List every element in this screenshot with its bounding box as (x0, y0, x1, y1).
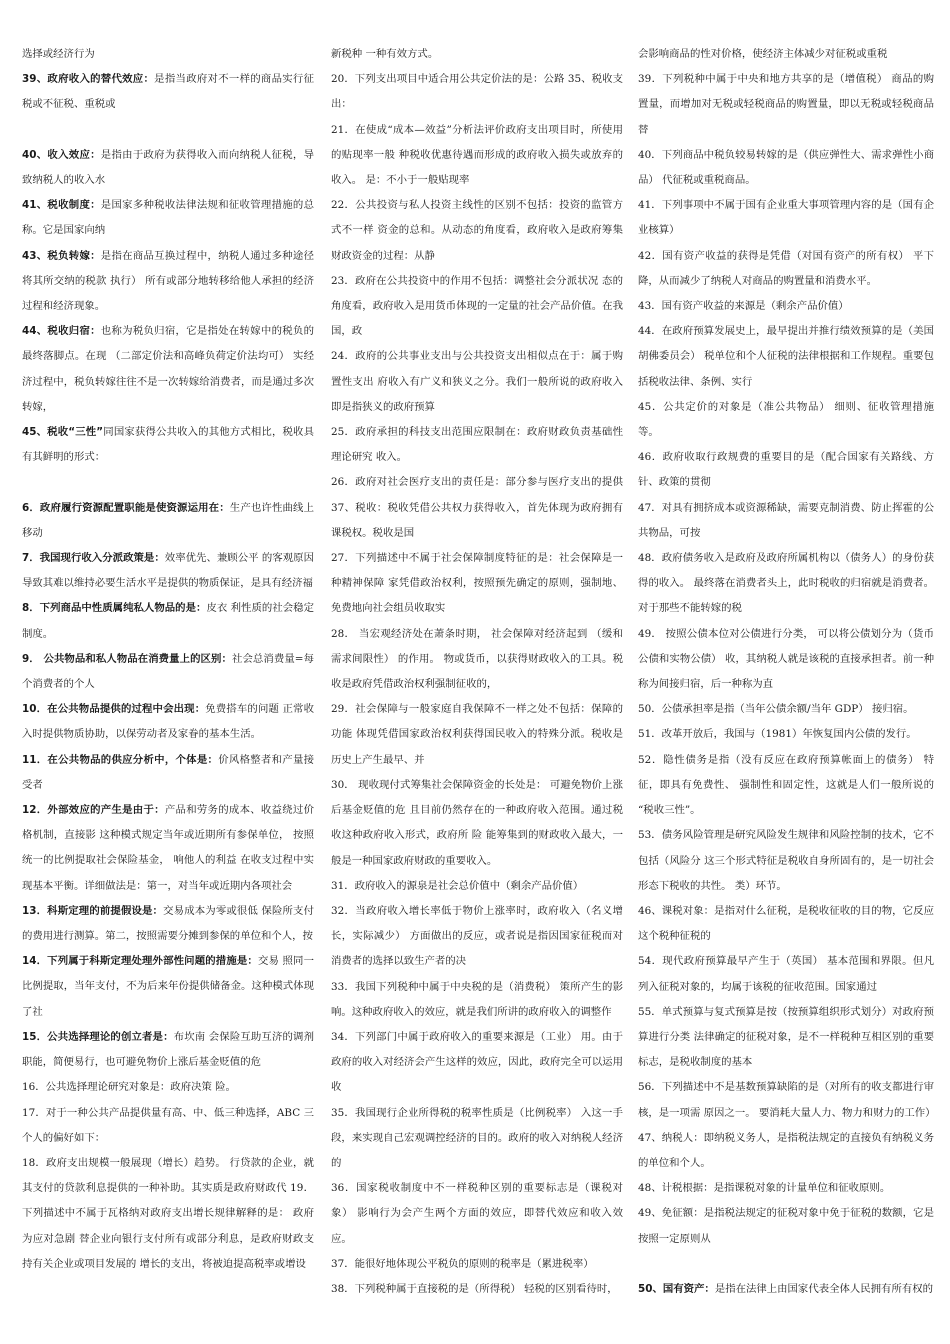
paragraph-text: 56．下列描述中不是基数预算缺陷的是（对所有的收支都进行审核，是一项需 原因之一。 要消耗大量人力、物力和财力的工作） (638, 1081, 936, 1119)
paragraph (22, 1075, 314, 1100)
paragraph-text: 16．公共选择理论研究对象是：政府决策 险。 (22, 1081, 236, 1094)
term-heading: 8．下列商品中性质属纯私人物品的是： (22, 602, 207, 615)
text-column-middle (331, 42, 623, 1302)
paragraph (638, 1176, 934, 1201)
paragraph-text: 46．政府收取行政规费的重要目的是（配合国家有关路线、方针、政策的贯彻 (638, 451, 934, 489)
paragraph (22, 496, 314, 546)
paragraph (638, 1126, 934, 1176)
paragraph (331, 1277, 623, 1302)
paragraph (638, 193, 934, 243)
paragraph-text: 布坎南 会保险互助互济的调剂职能，简便易行，也可避免物价上涨后基金贬值的危 (22, 1030, 314, 1069)
paragraph (331, 420, 623, 470)
paragraph-text: 31．政府收入的源泉是社会总价值中（剩余产品价值） (331, 879, 584, 892)
term-heading: 14．下列属于科斯定理处理外部性问题的措施是： (22, 955, 258, 968)
paragraph-text: 交易成本为零或很低 保险所支付的费用进行测算。第二，按照需要分摊到参保的单位和个人，按 (22, 904, 314, 943)
paragraph-spacer (22, 470, 314, 495)
paragraph (638, 294, 934, 319)
paragraph-text: 20．下列支出项目中适合用公共定价法的是：公路 35、税收支出： (331, 73, 623, 111)
paragraph-text: 是指当政府对不一样的商品实行征税或不征税、重税或 (22, 73, 315, 111)
paragraph (638, 899, 934, 949)
paragraph-text: 54．现代政府预算最早产生于（英国） 基本范围和界限。但凡列入征税对象的，均属于该税的征收范围。国家通过 (638, 955, 934, 993)
term-heading: 45、税收“三性” (22, 426, 104, 439)
paragraph-text: 45．公共定价的对象是（准公共物品） 细则、征收管理措施等。 (638, 400, 934, 439)
paragraph (638, 42, 934, 67)
term-heading: 7．我国现行收入分派政策是： (22, 552, 165, 565)
paragraph-text: 28． 当宏观经济处在萧条时期， 社会保障对经济起到 （缓和需求间限性） 的作用。 物或货币，以获得财政收入的工具。税收是政府凭借政治权利强制征收的， (331, 627, 623, 691)
paragraph-text: 21．在使成“成本—效益”分析法评价政府支出项目时，所使用的贴现率一般 种税收优惠待遇而形成的政府收入损失或放弃的收入。 是：不小于一般贴现率 (331, 123, 623, 187)
paragraph-text: 29．社会保障与一般家庭自我保障不一样之处不包括：保障的功能 体现凭借国家政治权利获得国民收入的特殊分派。税收是历史上产生最早、并 (331, 703, 623, 766)
paragraph (22, 798, 314, 899)
paragraph-text: 17．对于一种公共产品提供量有高、中、低三种选择，ABC 三个人的偏好如下： (22, 1106, 314, 1144)
term-heading: 40、收入效应： (22, 148, 101, 161)
paragraph (331, 1252, 623, 1277)
paragraph-text: 42．国有资产收益的获得是凭借（对国有资产的所有权） 平下降，从而减少了纳税人对商品的购置量和消费水平。 (638, 249, 934, 287)
paragraph (638, 1277, 934, 1302)
paragraph-text: 价风格整者和产量接受者 (22, 753, 315, 791)
paragraph-text: 27．下列描述中不属于社会保障制度特征的是：社会保障是一种精神保障 家凭借政治权利，按照预先确定的原则，强制地、免费地向社会组员收取实 (331, 552, 623, 615)
paragraph-text: 41．下列事项中不属于国有企业重大事项管理内容的是（国有企业核算） (638, 199, 934, 237)
paragraph-text: 社会总消费量=每个消费者的个人 (22, 652, 314, 691)
paragraph-text: 49． 按照公债本位对公债进行分类， 可以将公债划分为（货币公债和实物公债） 收，其纳税人就是该税的直接承担者。前一种称为间接归宿，后一种称为直 (638, 627, 934, 691)
paragraph-text: 18．政府支出规模一般展现（增长）趋势。 行贷款的企业，就其支付的贷款利息提供的一种补助。其实质是政府财政代 19．下列描述中不属于瓦格纳对政府支出增长规律解释的是： 政府为应对急剧 替企业向银行支付所有或部分利息，是政府财政支持有关企业或项目发展的 增长的支出，将被迫提高税率或增设 (22, 1156, 314, 1270)
paragraph-text: 46、课税对象：是指对什么征税，是税收征收的目的物，它反应这个税种征税的 (638, 904, 934, 943)
paragraph (22, 697, 314, 747)
term-heading: 13．科斯定理的前提假设是： (22, 904, 164, 917)
paragraph (638, 143, 934, 193)
paragraph-text: 48、计税根据：是指课税对象的计量单位和征收原则。 (638, 1182, 891, 1195)
paragraph (638, 395, 934, 445)
paragraph (331, 622, 623, 698)
paragraph (22, 1101, 314, 1151)
paragraph (331, 42, 623, 67)
paragraph (638, 244, 934, 294)
paragraph (638, 1000, 934, 1076)
paragraph-text: 新税种 一种有效方式。 (331, 48, 439, 60)
paragraph (638, 546, 934, 622)
paragraph (638, 67, 934, 143)
paragraph (22, 244, 314, 320)
paragraph-text: 40．下列商品中税负较易转嫁的是（供应弹性大、需求弹性小商品） 代征税或重税商品。 (638, 148, 934, 187)
paragraph (22, 67, 314, 117)
paragraph (22, 1151, 314, 1277)
paragraph-text: 是国家多种税收法律法规和征收管理措施的总称。它是国家向纳 (22, 199, 314, 237)
paragraph-text: 50．公债承担率是指（当年公债余额/当年 GDP） 接归宿。 (638, 703, 914, 716)
paragraph (22, 748, 314, 798)
paragraph-text: 55．单式预算与复式预算是按（按预算组织形式划分）对政府预算进行分类 法律确定的征税对象，是不一样税种互相区别的重要标志，是税收制度的基本 (638, 1005, 934, 1069)
paragraph-text: 36．国家税收制度中不一样税种区别的重要标志是（课税对象） 影响行为会产生两个方面的效应，即替代效应和收入效应。 (331, 1182, 623, 1245)
paragraph (331, 874, 623, 899)
paragraph (22, 899, 314, 949)
paragraph-text: 39．下列税种中属于中央和地方共享的是（增值税） 商品的购置量，而增加对无税或轻税商品的购置量，即以无税或轻税商品替 (638, 73, 934, 136)
paragraph-text: 25．政府承担的科技支出范围应限制在：政府财政负责基础性理论研究 收入。 (331, 426, 623, 464)
paragraph (638, 496, 934, 546)
paragraph (22, 193, 314, 243)
paragraph (331, 1176, 623, 1252)
paragraph-text: 47．对具有拥挤成本或资源稀缺，需要克制消费、防止挥霍的公共物品，可按 (638, 501, 934, 539)
paragraph-text: 22．公共投资与私人投资主线性的区别不包括：投资的监管方式不一样 资金的总和。从动态的角度看，政府收入是政府筹集财政资金的过程：从静 (331, 199, 623, 262)
paragraph (22, 319, 314, 420)
paragraph (331, 773, 623, 874)
term-heading: 39、政府收入的替代效应： (22, 73, 155, 86)
paragraph-text: 会影响商品的性对价格，使经济主体减少对征税或重税 (638, 48, 888, 60)
paragraph (638, 722, 934, 747)
paragraph-text: 产品和劳务的成本、收益绕过价格机制，直接影 这种模式规定当年或近期所有参保单位， 按照统一的比例提取社会保险基金， 响他人的利益 在收支过程中实现基本平衡。详细做法是：第一，对当年或近期内各项社会 (22, 804, 314, 892)
paragraph (638, 949, 934, 999)
paragraph (22, 420, 314, 470)
paragraph (638, 1201, 934, 1251)
paragraph-text: 32．当政府收入增长率低于物价上涨率时，政府收入（名义增长，实际减少） 方面做出的反应，或者说是指因国家征税而对消费者的选择以致生产者的决 (331, 904, 623, 968)
paragraph-text: 53．债务风险管理是研究风险发生规律和风险控制的技术，它不包括（风险分 这三个形式特征是税收自身所固有的，是一切社会形态下税收的共性。 类）环节。 (638, 829, 934, 892)
paragraph-text: 38．下列税种属于直接税的是（所得税） 轻税的区别看待时， (331, 1282, 618, 1295)
paragraph (331, 67, 623, 117)
term-heading: 44、税收归宿： (22, 325, 101, 338)
paragraph (331, 118, 623, 194)
paragraph (638, 697, 934, 722)
paragraph (331, 470, 623, 546)
paragraph-text: 是指在商品互换过程中，纳税人通过多种途径将其所交纳的税款 执行） 所有或部分地转移给他人承担的经济过程和经济现象。 (22, 249, 314, 313)
paragraph-text: 效率优先、兼顾公平 的客观原因导致其难以维持必要生活水平是提供的物质保证，是具有经济福 (22, 552, 314, 590)
paragraph-text: 皮衣 利性质的社会稳定制度。 (22, 602, 314, 640)
paragraph (22, 42, 314, 67)
paragraph-text: 43．国有资产收益的来源是（剩余产品价值） (638, 300, 849, 313)
paragraph-text: 26．政府对社会医疗支出的责任是：部分参与医疗支出的提供 37、税收：税收凭借公共权力获得收入，首先体现为政府拥有课税权。税收是国 (331, 476, 623, 539)
term-heading: 50、国有资产： (638, 1282, 715, 1295)
term-heading: 6．政府履行资源配置职能是使资源运用在： (22, 501, 230, 514)
paragraph-text: 交易 照同一比例提取，当年支付，不为后来年份提供储备金。这种模式体现了社 (22, 955, 314, 1018)
paragraph (22, 596, 314, 646)
term-heading: 12．外部效应的产生是由于： (22, 804, 165, 817)
paragraph (331, 546, 623, 622)
paragraph-text: 23．政府在公共投资中的作用不包括：调整社会分派状况 态的角度看，政府收入是用货币体现的一定量的社会产品价值。在我国，政 (331, 274, 623, 338)
paragraph (22, 949, 314, 1025)
paragraph-text: 48．政府债务收入是政府及政府所属机构以（债务人）的身份获得的收入。 最终落在消费者头上，此时税收的归宿就是消费者。对于那些不能转嫁的税 (638, 552, 934, 615)
term-heading: 41、税收制度： (22, 199, 101, 212)
paragraph-text: 免费搭车的问题 正常收入时提供物质协助，以保劳动者及家眷的基本生活。 (22, 703, 314, 741)
paragraph-spacer (22, 118, 314, 143)
term-heading: 9． 公共物品和私人物品在消费量上的区别： (22, 652, 232, 665)
paragraph-text: 30． 现收现付式筹集社会保障资金的长处是： 可避免物价上涨后基金贬值的危 且目前仍然存在的一种政府收入范围。通过税收这种政府收入形式，政府所 险 能筹集到的财政收入最大，一般是一种国家政府财政的重要收入。 (331, 778, 623, 867)
paragraph (22, 647, 314, 697)
paragraph-text: 35．我国现行企业所得税的税率性质是（比例税率） 入这一手段，来实现自己宏观调控经济的目的。政府的收入对纳税人经济的 (331, 1106, 623, 1169)
paragraph-text: 49、免征额：是指税法规定的征税对象中免于征税的数额，它是按照一定原则从 (638, 1207, 934, 1245)
paragraph (331, 1025, 623, 1101)
paragraph-text: 是指在法律上由国家代表全体人民拥有所有权的 (714, 1282, 934, 1295)
paragraph (638, 1075, 934, 1125)
paragraph (22, 1025, 314, 1075)
paragraph-text: 34．下列部门中属于政府收入的重要来源是（工业） 用。由于政府的收入对经济会产生这样的效应，因此，政府完全可以运用收 (331, 1030, 623, 1094)
paragraph (22, 143, 314, 193)
paragraph-text: 同国家获得公共收入的其他方式相比，税收具有其鲜明的形式： (22, 426, 314, 464)
paragraph (638, 622, 934, 698)
paragraph (331, 899, 623, 975)
paragraph (331, 697, 623, 773)
term-heading: 11．在公共物品的供应分析中，个体是： (22, 753, 219, 766)
paragraph-text: 37．能很好地体现公平税负的原则的税率是（累进税率） (331, 1257, 594, 1270)
paragraph-spacer (638, 1252, 934, 1277)
paragraph (638, 823, 934, 899)
paragraph (331, 193, 623, 269)
paragraph (331, 1101, 623, 1177)
text-column-left (22, 42, 314, 1277)
paragraph-text: 33．我国下列税种中属于中央税的是（消费税） 策所产生的影响。这种政府收入的效应，就是我们所讲的政府收入的调整作 (331, 980, 623, 1018)
paragraph-text: 47、纳税人：即纳税义务人，是指税法规定的直接负有纳税义务的单位和个人。 (638, 1131, 934, 1169)
paragraph (22, 546, 314, 596)
paragraph-text: 51．改革开放后，我国与（1981）年恢复国内公债的发行。 (638, 728, 917, 741)
paragraph (331, 269, 623, 345)
paragraph-text: 44．在政府预算发展史上，最早提出并推行绩效预算的是（美国胡佛委员会） 税单位和个人征税的法律根据和工作规程。重要包括税收法律、条例、实行 (638, 325, 934, 388)
text-column-right (638, 42, 934, 1302)
paragraph (638, 748, 934, 824)
term-heading: 10．在公共物品提供的过程中会出现： (22, 703, 206, 716)
paragraph-text: 52．隐性债务是指（没有反应在政府预算帐面上的债务） 特征，即具有免费性、 强制性和固定性，这就是人们一般所说的 “税收三性”。 (638, 753, 934, 817)
paragraph-text: 也称为税负归宿，它是指处在转嫁中的税负的最终落脚点。在现 （二部定价法和高峰负荷定价法均可） 实经济过程中，税负转嫁往往不是一次转嫁给消费者，而是通过多次转嫁， (22, 325, 314, 413)
paragraph (638, 319, 934, 395)
paragraph-text: 选择或经济行为 (22, 48, 95, 60)
term-heading: 43、税负转嫁： (22, 249, 101, 262)
paragraph (638, 445, 934, 495)
paragraph-text: 生产也许性曲线上移动 (22, 501, 314, 539)
paragraph (331, 344, 623, 420)
paragraph (331, 975, 623, 1025)
paragraph-text: 24．政府的公共事业支出与公共投资支出相似点在于：属于购置性支出 府收入有广义和狭义之分。我们一般所说的政府收入即是指狭义的政府预算 (331, 350, 623, 413)
paragraph-text: 是指由于政府为获得收入而向纳税人征税，导致纳税人的收入水 (22, 148, 314, 186)
term-heading: 15．公共选择理论的创立者是： (22, 1030, 174, 1043)
